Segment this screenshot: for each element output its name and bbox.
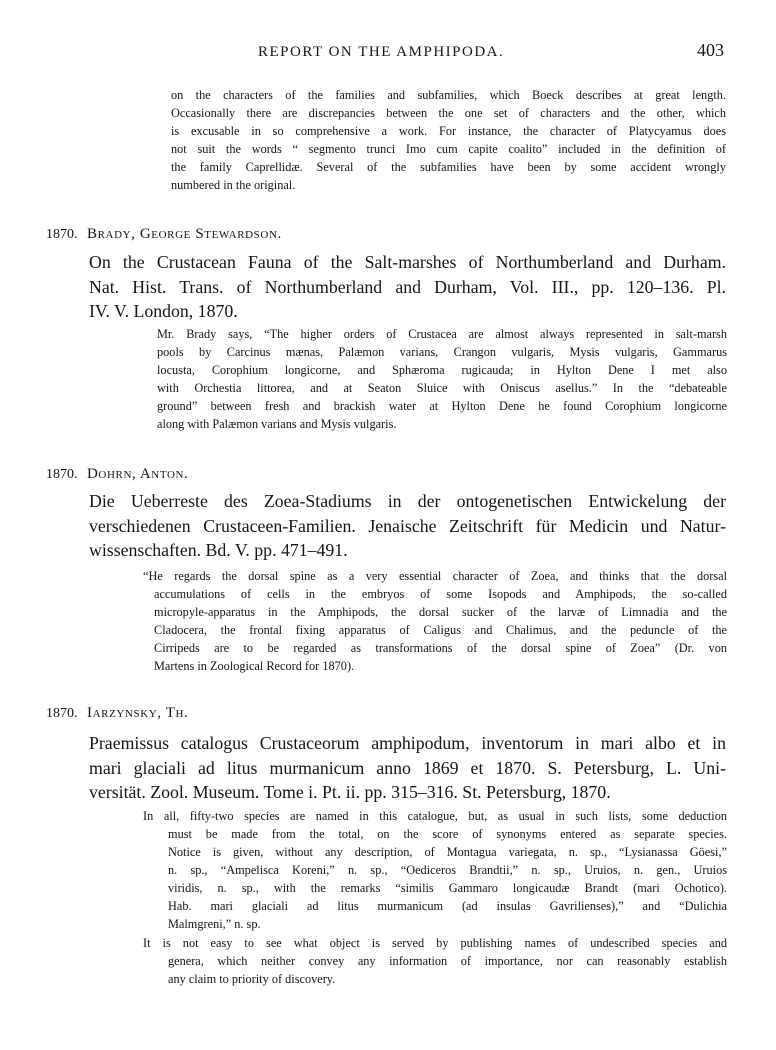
- entry-heading-brady: [46, 226, 282, 243]
- title-line: wissenschaften. Bd. V. pp. 471–491.: [89, 540, 348, 560]
- entry-author: Iarzynsky, Th.: [87, 705, 189, 721]
- text-line: Cladocera, the frontal fixing apparatus of Caligus and Chalimus, and the peduncle of the: [154, 623, 727, 637]
- title-line: Die Ueberreste des Zoea-Stadiums in der ontogenetischen Entwickelung der: [89, 491, 726, 511]
- title-line: Praemissus catalogus Crustaceorum amphipodum, inventorum in mari albo et in: [89, 733, 726, 753]
- text-line: pools by Carcinus mænas, Palæmon varians, Crangon vulgaris, Mysis vulgaris, Gammarus: [157, 345, 727, 359]
- text-line: genera, which neither convey any information of importance, nor can reasonably establish: [168, 954, 727, 968]
- text-line: locusta, Corophium longicorne, and Sphæroma rugicauda; in Hylton Dene I met also: [157, 363, 727, 377]
- entry-title-iarzynsky: [89, 731, 726, 805]
- page-number: 403: [697, 40, 724, 60]
- text-line: ground” between fresh and brackish water at Hylton Dene he found Corophium longicorne: [157, 399, 727, 413]
- text-line: viridis, n. sp., with the remarks “similis Gammaro longicaudæ Brandt (mari Ochotico).: [168, 881, 727, 895]
- text-line: Hab. mari glaciali ad litus murmanicum (ad insulas Gavrilienses),” and “Dulichia: [168, 899, 727, 913]
- text-line: It is not easy to see what object is served by publishing names of undescribed species and: [143, 936, 727, 950]
- entry-heading-iarzynsky: [46, 705, 188, 722]
- title-line: Nat. Hist. Trans. of Northumberland and Durham, Vol. III., pp. 120–136. Pl.: [89, 276, 726, 297]
- text-line: is excusable in so comprehensive a work. For instance, the character of Platycyamus does: [171, 124, 726, 138]
- text-line: on the characters of the families and subfamilies, which Boeck describes at great length.: [171, 88, 726, 102]
- entry-title-brady: [89, 250, 726, 324]
- text-line: Malmgreni,” n. sp.: [168, 917, 261, 931]
- entry-year: 1870.: [46, 706, 78, 721]
- text-line: Cirripeds are to be regarded as transformations of the dorsal spine of Zoea” (Dr. von: [154, 641, 727, 655]
- entry-author: Brady, George Stewardson.: [87, 226, 282, 242]
- text-line: must be made from the total, on the score of synonyms entered as separate species.: [168, 827, 727, 841]
- intro-note: [171, 86, 726, 194]
- text-line: with Orchestia littorea, and at Seaton Sluice with Oniscus asellus.” In the “debateable: [157, 381, 727, 395]
- text-line: not suit the words “ segmento trunci Imo cum capite coalito” included in the definition of: [171, 142, 726, 156]
- title-line: On the Crustacean Fauna of the Salt-marshes of Northumberland and Durham.: [89, 252, 726, 272]
- title-line: mari glaciali ad litus murmanicum anno 1869 et 1870. S. Petersburg, L. Uni-: [89, 757, 726, 778]
- entry-author: Dohrn, Anton.: [87, 466, 189, 482]
- entry-note-brady: [157, 325, 727, 433]
- title-line: verschiedenen Crustaceen-Familien. Jenaische Zeitschrift für Medicin und Natur-: [89, 515, 726, 536]
- title-line: IV. V. London, 1870.: [89, 301, 238, 321]
- entry-year: 1870.: [46, 227, 78, 242]
- page-header: [0, 40, 776, 70]
- entry-heading-dohrn: [46, 466, 188, 483]
- text-line: In all, fifty-two species are named in this catalogue, but, as usual in such lists, some deduction: [143, 809, 727, 823]
- text-line: micropyle-apparatus in the Amphipods, the dorsal sucker of the larvæ of Limnadia and the: [154, 605, 727, 619]
- entry-note-iarzynsky: [143, 807, 727, 933]
- text-line: Occasionally there are discrepancies between the one set of characters and the other, which: [171, 106, 726, 120]
- text-line: n. sp., “Ampelisca Koreni,” n. sp., “Oediceros Brandtii,” n. sp., Uruios, n. gen., Uruios: [168, 863, 727, 877]
- text-line: accumulations of cells in the embryos of some Isopods and Amphipods, the so-called: [154, 587, 727, 601]
- text-line: Martens in Zoological Record for 1870).: [154, 659, 355, 673]
- text-line: numbered in the original.: [171, 178, 296, 192]
- text-line: the family Caprellidæ. Several of the subfamilies have been by some accident wrongly: [171, 160, 726, 174]
- entry-note-iarzynsky-remark: [143, 934, 727, 988]
- text-line: Notice is given, without any description, of Montagua variegata, n. sp., “Lysianassa Göesi,”: [168, 845, 727, 859]
- title-line: versität. Zool. Museum. Tome i. Pt. ii. pp. 315–316. St. Petersburg, 1870.: [89, 782, 611, 802]
- running-head: REPORT ON THE AMPHIPODA.: [258, 44, 505, 60]
- text-line: “He regards the dorsal spine as a very essential character of Zoea, and thinks that the dorsal: [143, 569, 727, 583]
- text-line: along with Palæmon varians and Mysis vulgaris.: [157, 417, 397, 431]
- text-line: Mr. Brady says, “The higher orders of Crustacea are almost always represented in salt-marsh: [157, 327, 727, 341]
- entry-year: 1870.: [46, 467, 78, 482]
- text-line: any claim to priority of discovery.: [168, 972, 336, 986]
- entry-note-dohrn: [143, 567, 727, 675]
- entry-title-dohrn: [89, 489, 726, 563]
